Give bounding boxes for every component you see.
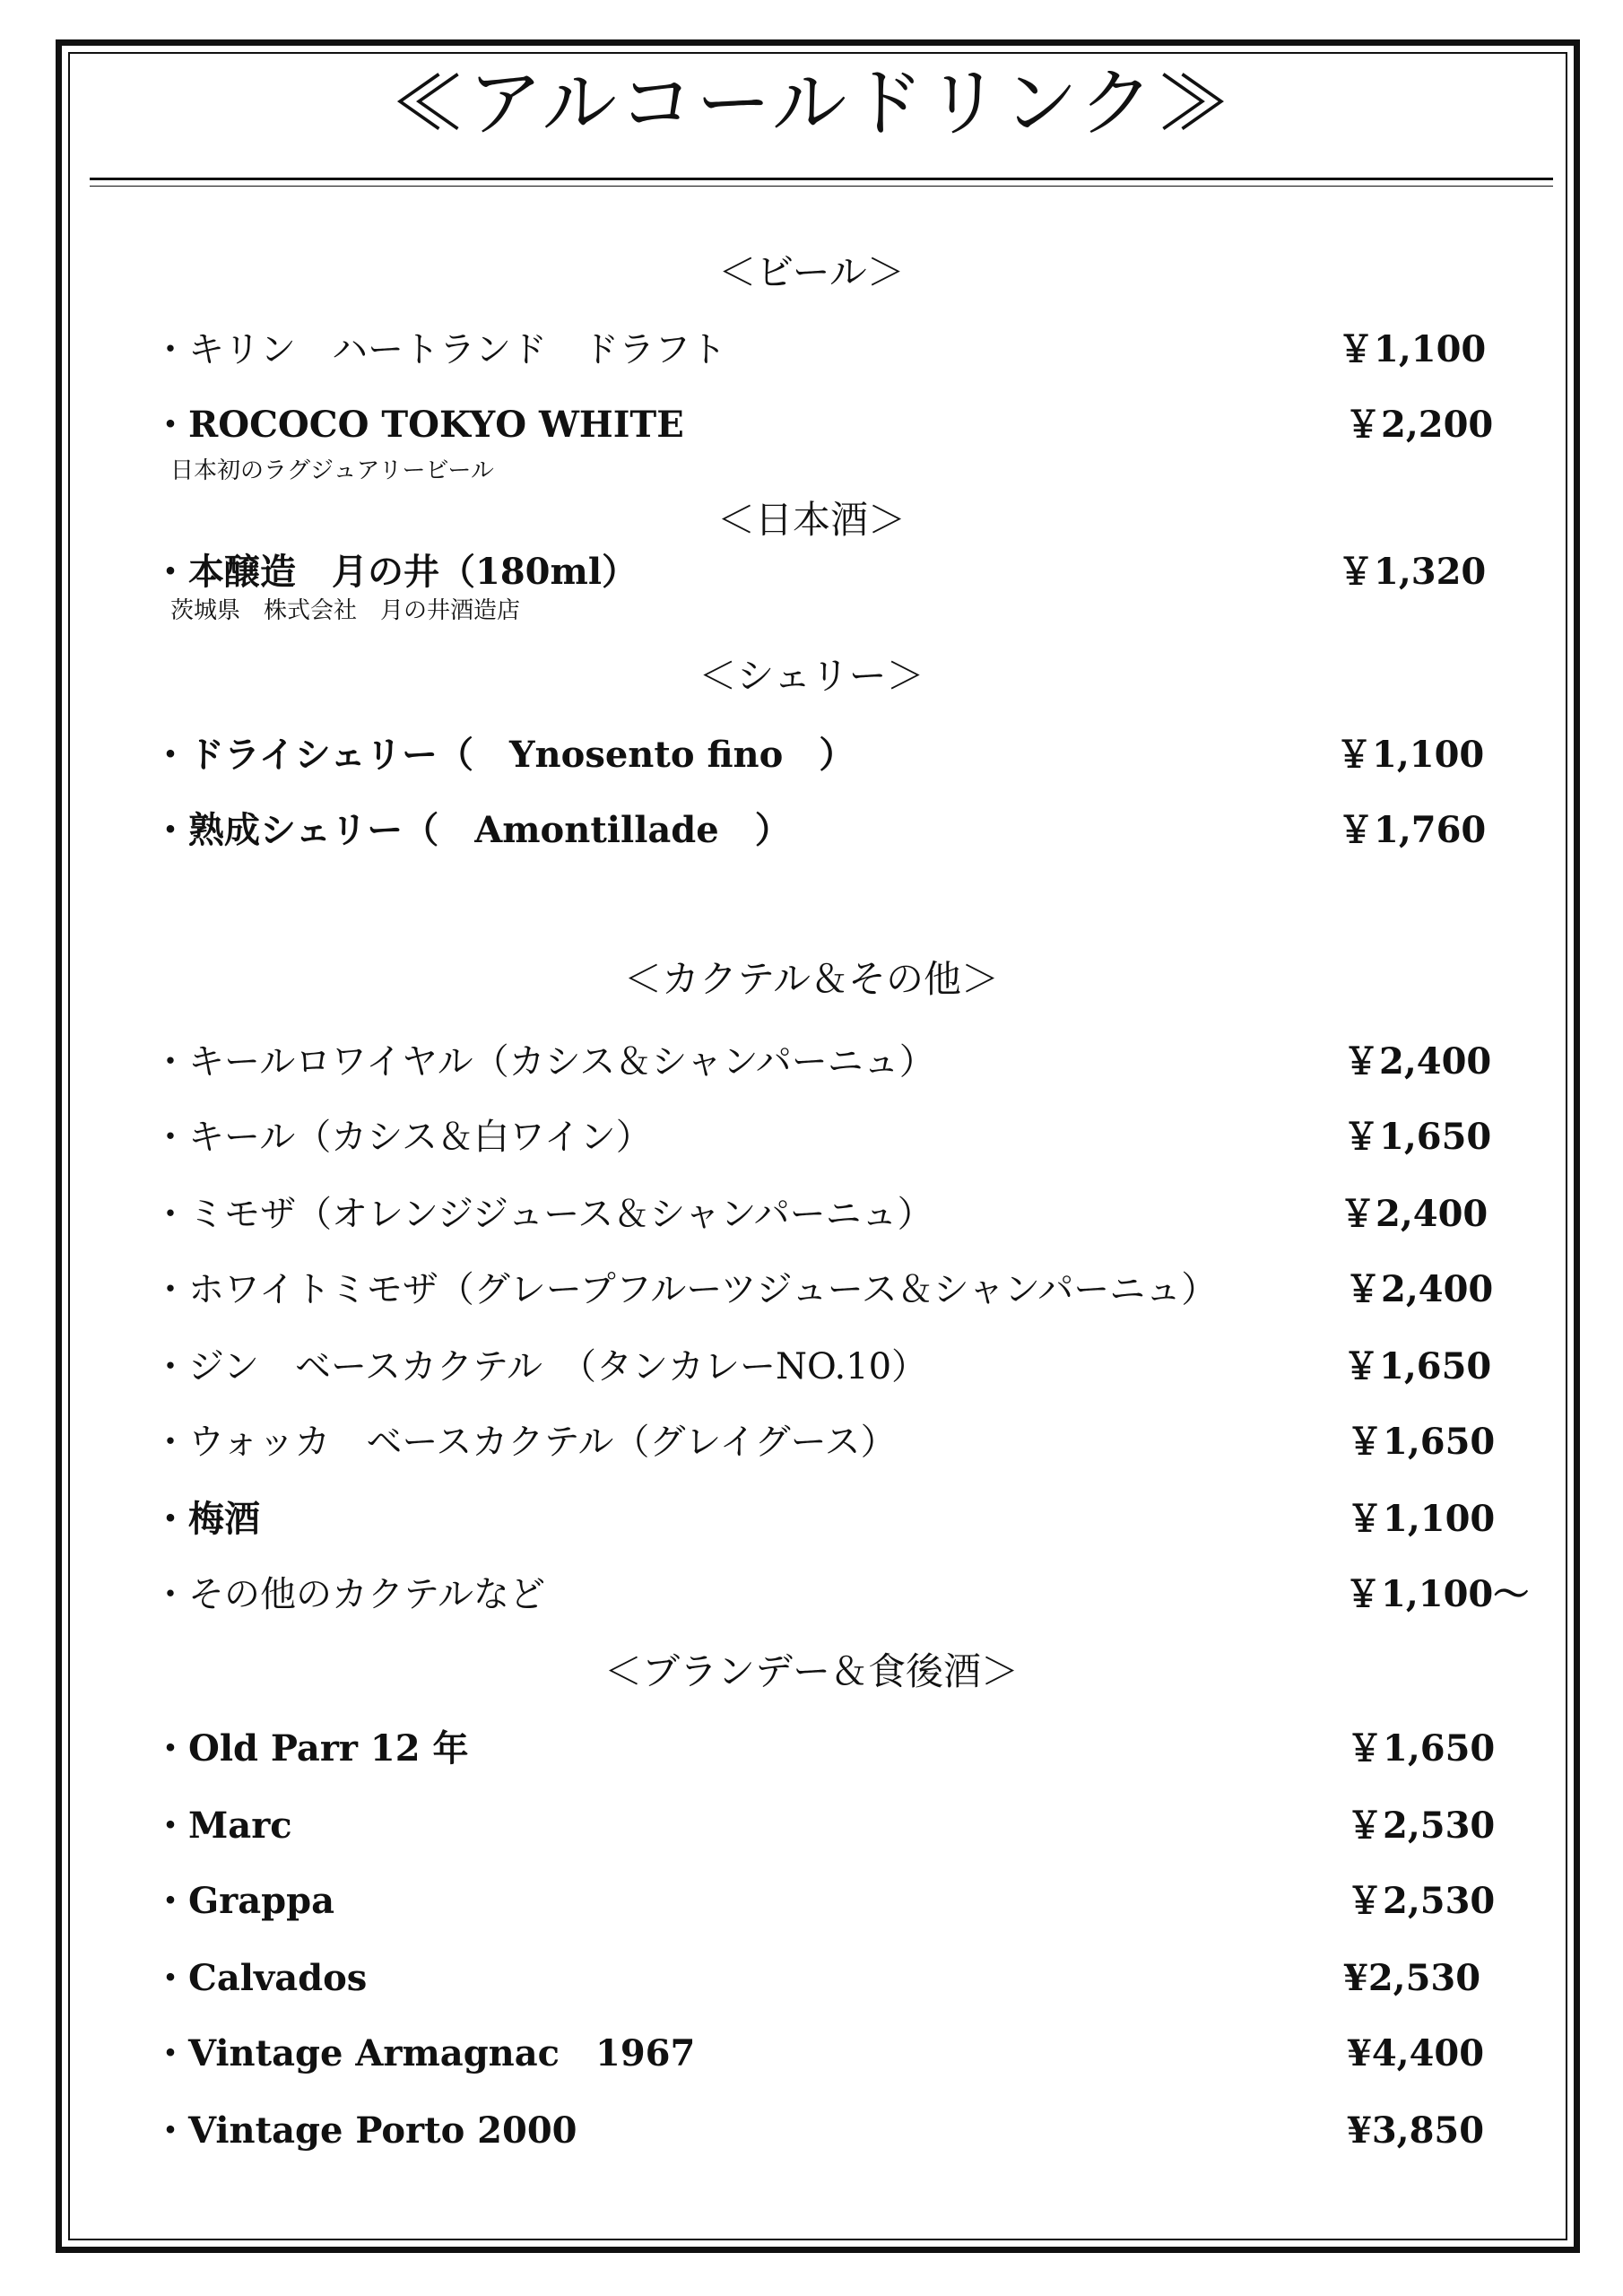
menu-item-name: ・Vintage Porto 2000 <box>152 2109 577 2152</box>
menu-item-price: ￥1,100 <box>1347 1498 1496 1540</box>
section-heading-cocktail: ＜カクテル＆その他＞ <box>624 957 999 1001</box>
menu-item-price: ￥1,650 <box>1347 1421 1496 1463</box>
menu-item-price: ￥1,320 <box>1338 551 1487 593</box>
menu-item-price: ￥1,760 <box>1338 809 1487 851</box>
menu-item-note: 日本初のラグジュアリービール <box>170 457 494 484</box>
menu-item-price: ￥2,200 <box>1345 404 1494 446</box>
menu-item-name: ・熟成シェリー（ Amontillade ） <box>152 809 791 851</box>
menu-item-price: ￥1,100 <box>1336 734 1485 776</box>
menu-item-name: ・Marc <box>152 1805 292 1847</box>
menu-item-name: ・ROCOCO TOKYO WHITE <box>152 404 684 446</box>
menu-item-name: ・Grappa <box>152 1880 335 1922</box>
menu-item-name: ・本醸造 月の井（180ml） <box>152 551 638 593</box>
menu-item-price: ￥1,100 <box>1338 328 1487 370</box>
section-heading-sake: ＜日本酒＞ <box>716 498 906 542</box>
menu-item-price: ￥2,400 <box>1345 1268 1494 1310</box>
menu-item-price: ¥2,530 <box>1343 1957 1481 1999</box>
menu-item-price: ￥1,650 <box>1347 1727 1496 1770</box>
menu-item-price: ￥1,100～ <box>1345 1573 1530 1615</box>
menu-item-name: ・Calvados <box>152 1957 368 1999</box>
menu-item-name: ・その他のカクテルなど <box>152 1574 545 1615</box>
menu-item-price: ¥3,850 <box>1347 2109 1485 2152</box>
menu-item-name: ・Vintage Armagnac 1967 <box>152 2032 696 2074</box>
menu-item-name: ・ドライシェリー（ Ynosento fino ） <box>152 734 855 776</box>
menu-item-price: ￥1,650 <box>1343 1116 1492 1158</box>
menu-item-name: ・キリン ハートランド ドラフト <box>152 329 726 370</box>
menu-item-price: ￥2,400 <box>1340 1193 1488 1235</box>
menu-item-name: ・Old Parr 12 年 <box>152 1727 469 1770</box>
menu-item-price: ￥2,400 <box>1343 1040 1492 1083</box>
title-divider-thick <box>90 178 1553 180</box>
title-divider-thin <box>90 186 1553 187</box>
menu-item-price: ￥1,650 <box>1343 1345 1492 1387</box>
menu-item-name: ・ミモザ（オレンジジュース＆シャンパーニュ） <box>152 1194 933 1235</box>
menu-item-name: ・キールロワイヤル（カシス＆シャンパーニュ） <box>152 1041 935 1083</box>
section-heading-beer: ＜ビール＞ <box>718 250 905 294</box>
section-heading-brandy: ＜ブランデー＆食後酒＞ <box>603 1649 1019 1693</box>
menu-item-price: ￥2,530 <box>1347 1880 1496 1922</box>
menu-item-name: ・ジン ベースカクテル （タンカレーNO.10） <box>152 1346 928 1387</box>
menu-item-name: ・ホワイトミモザ（グレープフルーツジュース＆シャンパーニュ） <box>152 1269 1218 1310</box>
page-title: ≪アルコールドリンク≫ <box>390 59 1233 147</box>
menu-item-name: ・梅酒 <box>152 1498 260 1540</box>
menu-item-name: ・キール（カシス＆白ワイン） <box>152 1117 652 1158</box>
menu-item-price: ¥4,400 <box>1347 2032 1485 2074</box>
section-heading-sherry: ＜シェリー＞ <box>699 654 924 698</box>
menu-item-note: 茨城県 株式会社 月の井酒造店 <box>170 597 521 624</box>
menu-item-price: ￥2,530 <box>1347 1805 1496 1847</box>
menu-item-name: ・ウォッカ ベースカクテル（グレイグース） <box>152 1422 897 1463</box>
